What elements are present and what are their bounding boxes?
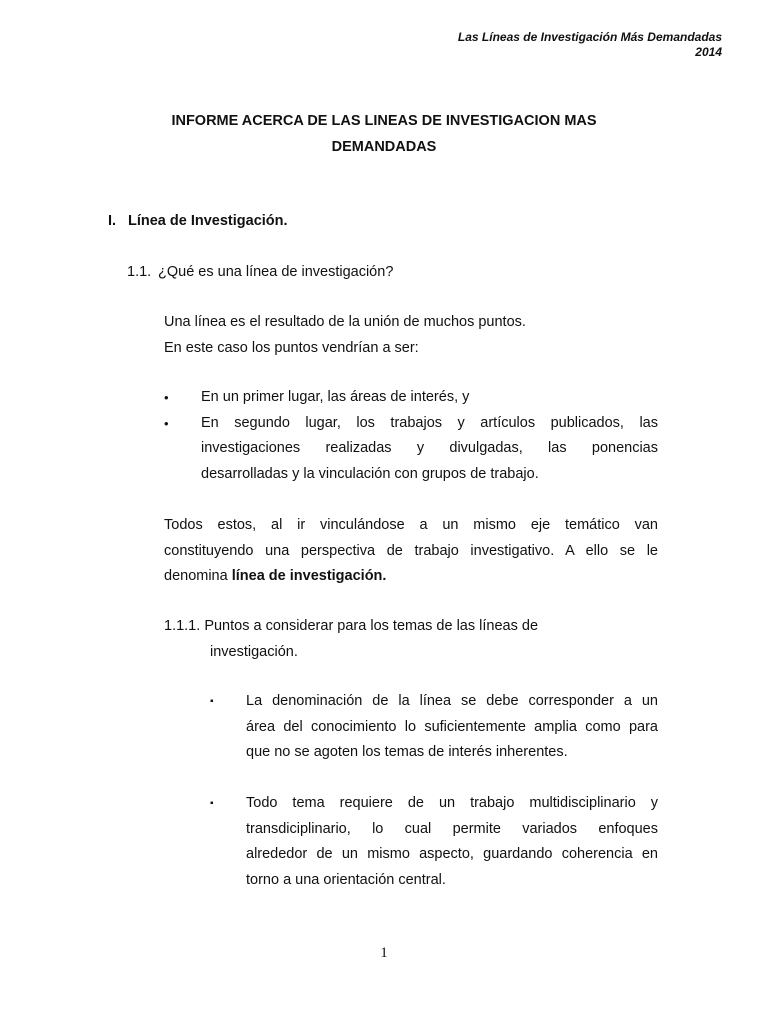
square-bullet-list-1 — [210, 689, 658, 766]
subsubsection-title: Puntos a considerar para los temas de las líneas de — [204, 618, 539, 634]
definition-prefix: denomina — [164, 568, 232, 584]
square-text-2a: Todo tema requiere de un trabajo multidisciplinario y — [246, 795, 658, 811]
page-number: 1 — [380, 945, 388, 961]
running-header — [458, 30, 722, 60]
intro-line-2: En este caso los puntos vendrían a ser: — [164, 339, 419, 356]
bullet-icon: • — [164, 415, 169, 431]
square-text-1b: área del conocimiento lo suficientemente amplia como para — [246, 718, 658, 735]
square-text-1c: que no se agoten los temas de interés inherentes. — [246, 744, 568, 760]
square-text-2d: torno a una orientación central. — [246, 871, 446, 888]
bullet-list — [164, 385, 658, 487]
header-title: Las Líneas de Investigación Más Demandadas — [457, 30, 722, 44]
square-bullet-list-2 — [210, 791, 658, 893]
title-line-2: DEMANDADAS — [331, 139, 437, 155]
bullet-text-2a: En segundo lugar, los trabajos y artículos publicados, las — [201, 414, 658, 431]
definition-line-3 — [164, 564, 658, 590]
definition-term: línea de investigación. — [231, 568, 387, 584]
intro-line-1: Una línea es el resultado de la unión de muchos puntos. — [164, 314, 526, 330]
section-number: I. — [108, 213, 117, 229]
section-heading — [108, 211, 288, 231]
subsection-title: ¿Qué es una línea de investigación? — [158, 264, 394, 280]
bullet-text-2b: investigaciones realizadas y divulgadas, las ponencias — [201, 440, 658, 456]
bullet-text-1: En un primer lugar, las áreas de interés, y — [201, 389, 470, 405]
section-title: Línea de Investigación. — [128, 213, 288, 229]
list-item — [164, 385, 658, 411]
square-text-2b: transdiciplinario, lo cual permite variados enfoques — [246, 820, 658, 837]
subsubsection-number: 1.1.1. — [164, 618, 201, 634]
subsubsection-line-2: investigación. — [210, 643, 298, 660]
subsubsection-heading — [164, 614, 538, 665]
bullet-text-2c: desarrolladas y la vinculación con grupos de trabajo. — [201, 465, 539, 482]
definition-line-2: constituyendo una perspectiva de trabajo investigativo. A ello se le — [164, 542, 658, 559]
document-title — [100, 108, 668, 160]
definition-paragraph — [164, 513, 658, 590]
header-year: 2014 — [695, 45, 722, 59]
bullet-icon: • — [164, 390, 169, 405]
subsection-heading — [127, 262, 393, 282]
square-text-1a: La denominación de la línea se debe corresponder a un — [246, 693, 658, 709]
square-text-2c: alrededor de un mismo aspecto, guardando coherencia en — [246, 846, 658, 862]
intro-paragraph — [164, 310, 526, 361]
list-item — [210, 689, 658, 766]
square-bullet-icon: ▪ — [210, 798, 214, 809]
title-line-1: INFORME ACERCA DE LAS LINEAS DE INVESTIGACION MAS — [171, 113, 597, 129]
list-item — [164, 411, 658, 488]
subsubsection-line-1 — [164, 614, 538, 640]
square-bullet-icon: ▪ — [210, 696, 214, 707]
definition-line-1: Todos estos, al ir vinculándose a un mismo eje temático van — [164, 517, 658, 533]
list-item — [210, 791, 658, 893]
subsection-number: 1.1. — [127, 264, 152, 280]
